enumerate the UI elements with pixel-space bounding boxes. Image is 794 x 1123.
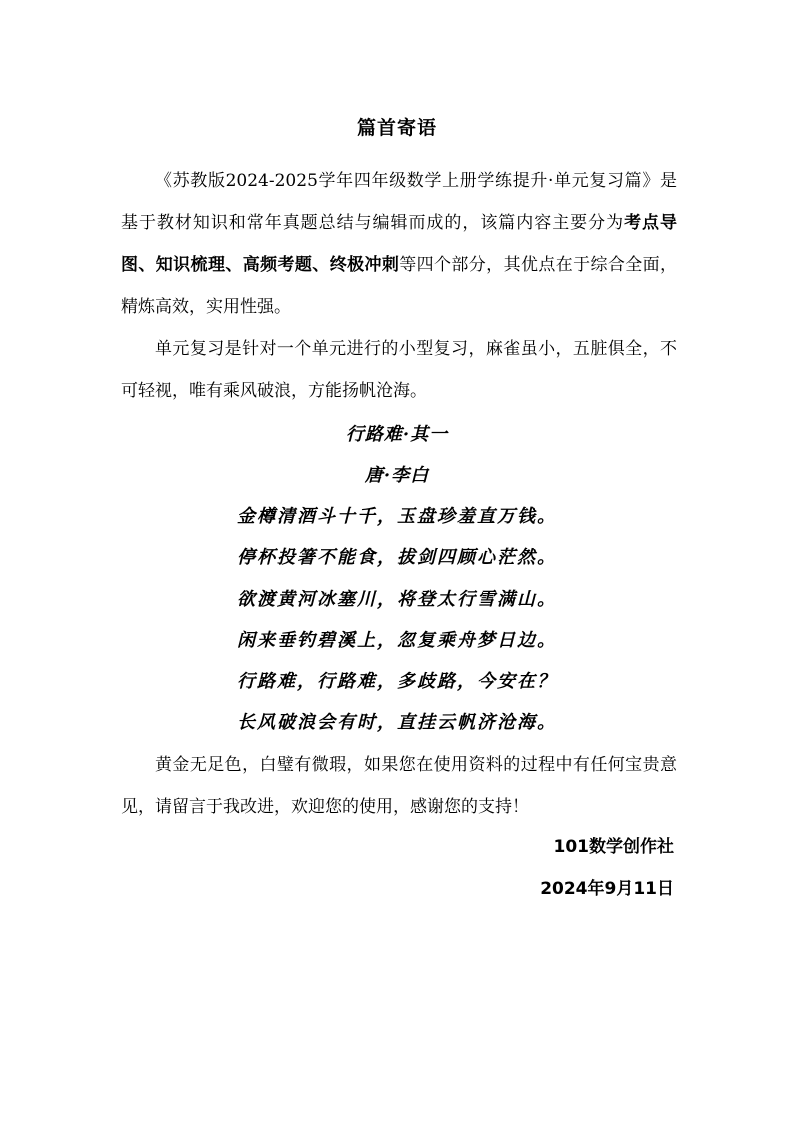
intro-text-part2: 等四个部分，其优点在于综合全面，精炼高效，实用性强。: [121, 255, 678, 317]
section-separator: 、: [138, 255, 156, 275]
review-paragraph: 单元复习是针对一个单元进行的小型复习，麻雀虽小，五脏俱全，不可轻视，唯有乘风破浪，方能扬帆沧海。: [121, 339, 677, 401]
poem-line: 长风破浪会有时，直挂云帆济沧海。: [237, 712, 557, 733]
poem-title: 行路难·其一: [345, 424, 449, 445]
section-name-frequent-questions: 高频考题: [242, 255, 313, 275]
section-name-mindmap: 考点导图: [121, 213, 678, 275]
page-title: 篇首寄语: [356, 117, 437, 139]
section-separator: 、: [225, 255, 243, 275]
poem-line: 金樽清酒斗十千，玉盘珍羞直万钱。: [237, 506, 557, 527]
signature-organization: 101数学创作社: [553, 837, 674, 857]
poem-line: 行路难，行路难，多歧路，今安在？: [237, 671, 557, 692]
closing-paragraph: 黄金无足色，白璧有微瑕，如果您在使用资料的过程中有任何宝贵意见，请留言于我改进，欢迎您的使用，感谢您的支持！: [121, 755, 677, 817]
section-separator: 、: [312, 255, 330, 275]
poem-author: 唐·李白: [364, 465, 430, 486]
section-name-knowledge: 知识梳理: [155, 255, 226, 275]
poem-line: 停杯投箸不能食，拔剑四顾心茫然。: [237, 547, 557, 568]
intro-text-part1: 《苏教版2024-2025学年四年级数学上册学练提升·单元复习篇》是基于教材知识和常年真题总结与编辑而成的，该篇内容主要分为: [121, 171, 677, 233]
poem-line: 闲来垂钓碧溪上，忽复乘舟梦日边。: [237, 630, 557, 651]
section-name-final-sprint: 终极冲刺: [329, 255, 400, 275]
poem-line: 欲渡黄河冰塞川，将登太行雪满山。: [237, 589, 557, 610]
signature-date: 2024年9月11日: [540, 879, 674, 899]
intro-paragraph: [121, 160, 677, 328]
